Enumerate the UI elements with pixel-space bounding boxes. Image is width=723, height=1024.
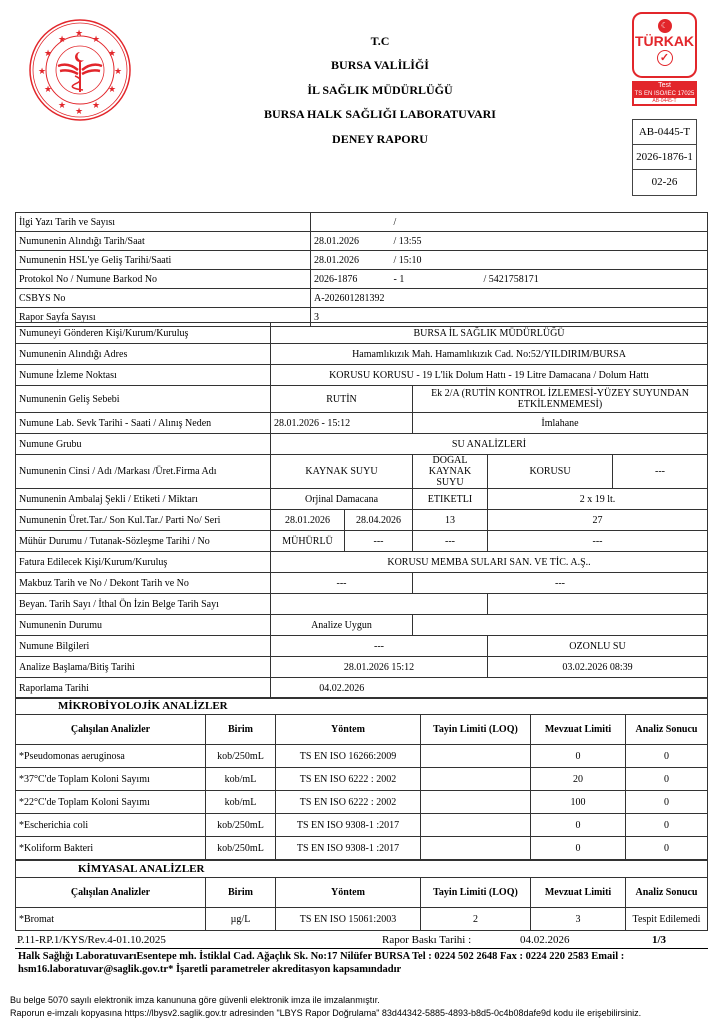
table-row — [16, 344, 708, 365]
alinis-neden-value: İmlahane — [413, 413, 708, 434]
tutanak-value: --- — [345, 531, 413, 552]
report-period: 02-26 — [651, 176, 678, 188]
print-date-label: Rapor Baskı Tarihi : — [382, 934, 472, 946]
analysis-name: *Bromat — [16, 908, 206, 931]
analysis-loq — [421, 768, 531, 791]
parti-no: 13 — [413, 510, 488, 531]
svg-text:★: ★ — [44, 84, 53, 94]
svg-text:★: ★ — [58, 100, 67, 110]
raporlama-label: Raporlama Tarihi — [16, 678, 271, 699]
header-laboratuvar: BURSA HALK SAĞLIĞI LABORATUVARI — [264, 107, 496, 121]
turkak-logo — [632, 12, 697, 106]
ambalaj-label: Numunenin Ambalaj Şekli / Etiketi / Miktarı — [16, 489, 271, 510]
col-birim: Birim — [206, 715, 276, 745]
table-row — [16, 908, 708, 931]
analysis-loq — [421, 837, 531, 860]
sevk-label: Numune Lab. Sevk Tarihi - Saati / Alınış Neden — [16, 413, 271, 434]
raporlama-empty — [413, 678, 708, 699]
table-row — [16, 489, 708, 510]
turkak-standard: TS EN ISO/IEC 17025 — [634, 91, 695, 97]
print-date: 04.02.2026 — [520, 934, 570, 946]
alindigi-tarih-value: 28.01.2026 — [311, 232, 391, 251]
svg-text:★: ★ — [92, 34, 101, 44]
bilgi-extra: OZONLU SU — [488, 636, 708, 657]
table-row — [16, 365, 708, 386]
analysis-limit: 0 — [531, 814, 626, 837]
svg-text:★: ★ — [108, 84, 117, 94]
analysis-unit: µg/L — [206, 908, 276, 931]
analysis-loq — [421, 791, 531, 814]
table-row — [16, 251, 708, 270]
col-yontem: Yöntem — [276, 715, 421, 745]
adi-value: DOĞAL KAYNAK SUYU — [413, 455, 488, 489]
col-analiz: Çalışılan Analizler — [16, 878, 206, 908]
table-row — [16, 270, 708, 289]
chem-section-title: KİMYASAL ANALİZLER — [16, 861, 708, 878]
adres-label: Numunenin Alındığı Adres — [16, 344, 271, 365]
turkak-test: Test — [658, 82, 671, 89]
beyan-label: Beyan. Tarih Sayı / İthal Ön İzin Belge Tarih Sayı — [16, 594, 271, 615]
durum-extra — [413, 615, 708, 636]
sample-info-table — [15, 212, 708, 327]
grup-label: Numune Grubu — [16, 434, 271, 455]
analysis-result: 0 — [626, 814, 708, 837]
table-row — [16, 232, 708, 251]
table-row — [16, 594, 708, 615]
protokol-suffix: - 1 — [391, 270, 481, 289]
cinsi-label: Numunenin Cinsi / Adı /Markası /Üret.Firma Adı — [16, 455, 271, 489]
gonderen-value: BURSA İL SAĞLIK MÜDÜRLÜĞÜ — [271, 323, 708, 344]
table-row — [16, 814, 708, 837]
tarih-value: --- — [413, 531, 488, 552]
analysis-limit: 0 — [531, 837, 626, 860]
analysis-method: TS EN ISO 15061:2003 — [276, 908, 421, 931]
header-tc: T.C — [370, 34, 390, 48]
analysis-limit: 20 — [531, 768, 626, 791]
analysis-result: 0 — [626, 768, 708, 791]
section-row — [16, 698, 708, 715]
ministry-seal-icon — [28, 18, 132, 122]
beyan-value — [271, 594, 488, 615]
protokol-no: 2026-1876 — [311, 270, 391, 289]
izleme-label: Numune İzleme Noktası — [16, 365, 271, 386]
durum-value: Analize Uygun — [271, 615, 413, 636]
gelis-sebebi-value: RUTİN — [271, 386, 413, 413]
micro-section-title: MİKROBİYOLOJİK ANALİZLER — [16, 698, 708, 715]
esign-notice: Bu belge 5070 sayılı elektronik imza kanununa göre güvenli elektronik imza ile imzalanmıştır. — [10, 995, 380, 1005]
crescent-star-icon: ☾ — [658, 19, 672, 33]
gonderen-label: Numuneyi Gönderen Kişi/Kurum/Kuruluş — [16, 323, 271, 344]
muhur-value: MÜHÜRLÜ — [271, 531, 345, 552]
seri-no: 27 — [488, 510, 708, 531]
analysis-method: TS EN ISO 6222 : 2002 — [276, 768, 421, 791]
col-sonuc: Analiz Sonucu — [626, 878, 708, 908]
page-title: DENEY RAPORU — [332, 132, 428, 146]
footer-divider — [15, 948, 708, 949]
col-loq: Tayin Limiti (LOQ) — [421, 715, 531, 745]
csbys-label: CSBYS No — [16, 289, 311, 308]
svg-text:★: ★ — [92, 100, 101, 110]
turkak-accreditation — [632, 81, 697, 106]
sevk-value: 28.01.2026 - 15:12 — [271, 413, 413, 434]
table-row — [16, 745, 708, 768]
hsl-gelis-saat: / 15:10 — [391, 251, 708, 270]
izleme-value: KORUSU KORUSU - 19 L'lik Dolum Hattı - 19 Litre Damacana / Dolum Hattı — [271, 365, 708, 386]
etiket-value: ETIKETLI — [413, 489, 488, 510]
chem-analysis-table — [15, 860, 708, 931]
col-analiz: Çalışılan Analizler — [16, 715, 206, 745]
analysis-limit: 0 — [531, 745, 626, 768]
analysis-limit: 100 — [531, 791, 626, 814]
no-value: --- — [488, 531, 708, 552]
table-row — [16, 413, 708, 434]
durum-label: Numunenin Durumu — [16, 615, 271, 636]
makbuz-value: --- — [271, 573, 413, 594]
analysis-limit: 3 — [531, 908, 626, 931]
table-row — [16, 615, 708, 636]
table-row — [16, 213, 708, 232]
analysis-method: TS EN ISO 16266:2009 — [276, 745, 421, 768]
svg-text:★: ★ — [44, 48, 53, 58]
cinsi-value: KAYNAK SUYU — [271, 455, 413, 489]
ministry-logo — [28, 18, 132, 122]
header-row — [16, 878, 708, 908]
col-sonuc: Analiz Sonucu — [626, 715, 708, 745]
table-row — [16, 678, 708, 699]
table-row — [16, 386, 708, 413]
fatura-value: KORUSU MEMBA SULARI SAN. VE TİC. A.Ş.. — [271, 552, 708, 573]
analysis-unit: kob/mL — [206, 791, 276, 814]
analiz-baslama: 28.01.2026 15:12 — [271, 657, 488, 678]
ilgi-yazi-value — [311, 213, 391, 232]
turkak-badge — [632, 12, 697, 78]
header-il-saglik: İL SAĞLIK MÜDÜRLÜĞÜ — [307, 83, 453, 97]
table-row — [16, 289, 708, 308]
col-mevzuat: Mevzuat Limiti — [531, 878, 626, 908]
svg-text:★: ★ — [114, 66, 123, 76]
sayfa-sayisi-value: 3 — [311, 308, 708, 327]
bilgi-value: --- — [271, 636, 488, 657]
uretim-tarihi: 28.01.2026 — [271, 510, 345, 531]
protokol-label: Protokol No / Numune Barkod No — [16, 270, 311, 289]
analysis-result: 0 — [626, 791, 708, 814]
analysis-method: TS EN ISO 6222 : 2002 — [276, 791, 421, 814]
turkak-brand: TÜRKAK — [634, 33, 695, 49]
analysis-loq: 2 — [421, 908, 531, 931]
hsl-gelis-label: Numunenin HSL'ye Geliş Tarihi/Saati — [16, 251, 311, 270]
hsl-gelis-tarih: 28.01.2026 — [311, 251, 391, 270]
alindigi-tarih-label: Numunenin Alındığı Tarih/Saat — [16, 232, 311, 251]
analysis-result: 0 — [626, 837, 708, 860]
report-code-box — [632, 119, 697, 196]
lab-address: Halk Sağlığı LaboratuvarıEsentepe mh. İstiklal Cad. Ağaçlık Sk. No:17 Nilüfer BURSA Tel : 0224 502 2648 Fax : 0224 220 2583 Email : hsm16.laboratuvar@saglik.gov.tr* İşaretli parametreler akreditasyon kapsamındadır — [18, 951, 625, 975]
muhur-label: Mühür Durumu / Tutanak-Sözleşme Tarihi / No — [16, 531, 271, 552]
table-row — [16, 636, 708, 657]
analysis-unit: kob/mL — [206, 768, 276, 791]
turkak-code: AB-0445-T — [634, 98, 695, 104]
analysis-method: TS EN ISO 9308-1 :2017 — [276, 814, 421, 837]
col-loq: Tayin Limiti (LOQ) — [421, 878, 531, 908]
accreditation-code: AB-0445-T — [633, 120, 696, 145]
adres-value: Hamamlıkızık Mah. Hamamlıkızık Cad. No:52/YILDIRIM/BURSA — [271, 344, 708, 365]
report-number: 2026-1876-1 — [633, 145, 696, 170]
table-row — [16, 552, 708, 573]
ilgi-yazi-value2: / — [391, 213, 708, 232]
table-row — [16, 323, 708, 344]
sample-detail-table — [15, 322, 708, 699]
grup-value: SU ANALİZLERİ — [271, 434, 708, 455]
table-row — [16, 455, 708, 489]
table-row — [16, 657, 708, 678]
table-row — [16, 837, 708, 860]
analysis-name: *22°C'de Toplam Koloni Sayımı — [16, 791, 206, 814]
analysis-unit: kob/250mL — [206, 745, 276, 768]
gelis-sebebi-label: Numunenin Geliş Sebebi — [16, 386, 271, 413]
analysis-result: 0 — [626, 745, 708, 768]
header-row — [16, 715, 708, 745]
firma-value: --- — [613, 455, 708, 489]
analiz-tarih-label: Analize Başlama/Bitiş Tarihi — [16, 657, 271, 678]
analysis-loq — [421, 745, 531, 768]
page-number: 1/3 — [652, 934, 667, 946]
ilgi-yazi-label: İlgi Yazı Tarih ve Sayısı — [16, 213, 311, 232]
barkod-no: / 5421758171 — [481, 270, 708, 289]
table-row — [16, 510, 708, 531]
form-code: P.11-RP.1/KYS/Rev.4-01.10.2025 — [17, 934, 166, 946]
ambalaj-value: Orjinal Damacana — [271, 489, 413, 510]
svg-text:★: ★ — [75, 106, 84, 116]
gelis-sebebi-detail: Ek 2/A (RUTİN KONTROL İZLEMESİ-YÜZEY SUYUNDAN ETKİLENMEMESİ) — [413, 386, 708, 413]
ithal-izin-value — [488, 594, 708, 615]
analysis-name: *Koliform Bakteri — [16, 837, 206, 860]
analysis-name: *Escherichia coli — [16, 814, 206, 837]
micro-analysis-table — [15, 697, 708, 860]
analysis-unit: kob/250mL — [206, 814, 276, 837]
sayfa-sayisi-label: Rapor Sayfa Sayısı — [16, 308, 311, 327]
svg-text:★: ★ — [108, 48, 117, 58]
bilgi-label: Numune Bilgileri — [16, 636, 271, 657]
header-valilik: BURSA VALİLİĞİ — [331, 58, 429, 72]
makbuz-label: Makbuz Tarih ve No / Dekont Tarih ve No — [16, 573, 271, 594]
dekont-value: --- — [413, 573, 708, 594]
esign-verify: Raporun e-imzalı kopyasına https://lbysv2.saglik.gov.tr adresinden "LBYS Rapor Doğrulama" 83d44342-5885-4893-b8d5-0c4b08dafe9d kodu ile erişebilirsiniz. — [10, 1008, 642, 1018]
check-circle-icon: ✓ — [657, 50, 673, 66]
svg-text:★: ★ — [38, 66, 47, 76]
analysis-name: *37°C'de Toplam Koloni Sayımı — [16, 768, 206, 791]
table-row — [16, 434, 708, 455]
alindigi-saat-value: / 13:55 — [391, 232, 708, 251]
analysis-result: Tespit Edilemedi — [626, 908, 708, 931]
analysis-unit: kob/250mL — [206, 837, 276, 860]
analysis-method: TS EN ISO 9308-1 :2017 — [276, 837, 421, 860]
fatura-label: Fatura Edilecek Kişi/Kurum/Kuruluş — [16, 552, 271, 573]
table-row — [16, 531, 708, 552]
analiz-bitis: 03.02.2026 08:39 — [488, 657, 708, 678]
table-row — [16, 791, 708, 814]
table-row — [16, 768, 708, 791]
section-row — [16, 861, 708, 878]
csbys-value: A-202601281392 — [311, 289, 708, 308]
svg-text:★: ★ — [58, 34, 67, 44]
svg-text:★: ★ — [75, 28, 84, 38]
marka-value: KORUSU — [488, 455, 613, 489]
miktar-value: 2 x 19 lt. — [488, 489, 708, 510]
analysis-name: *Pseudomonas aeruginosa — [16, 745, 206, 768]
uretim-label: Numunenin Üret.Tar./ Son Kul.Tar./ Parti No/ Seri — [16, 510, 271, 531]
col-mevzuat: Mevzuat Limiti — [531, 715, 626, 745]
col-yontem: Yöntem — [276, 878, 421, 908]
col-birim: Birim — [206, 878, 276, 908]
table-row — [16, 573, 708, 594]
analysis-loq — [421, 814, 531, 837]
son-kullanma-tarihi: 28.04.2026 — [345, 510, 413, 531]
raporlama-value: 04.02.2026 — [271, 678, 413, 699]
